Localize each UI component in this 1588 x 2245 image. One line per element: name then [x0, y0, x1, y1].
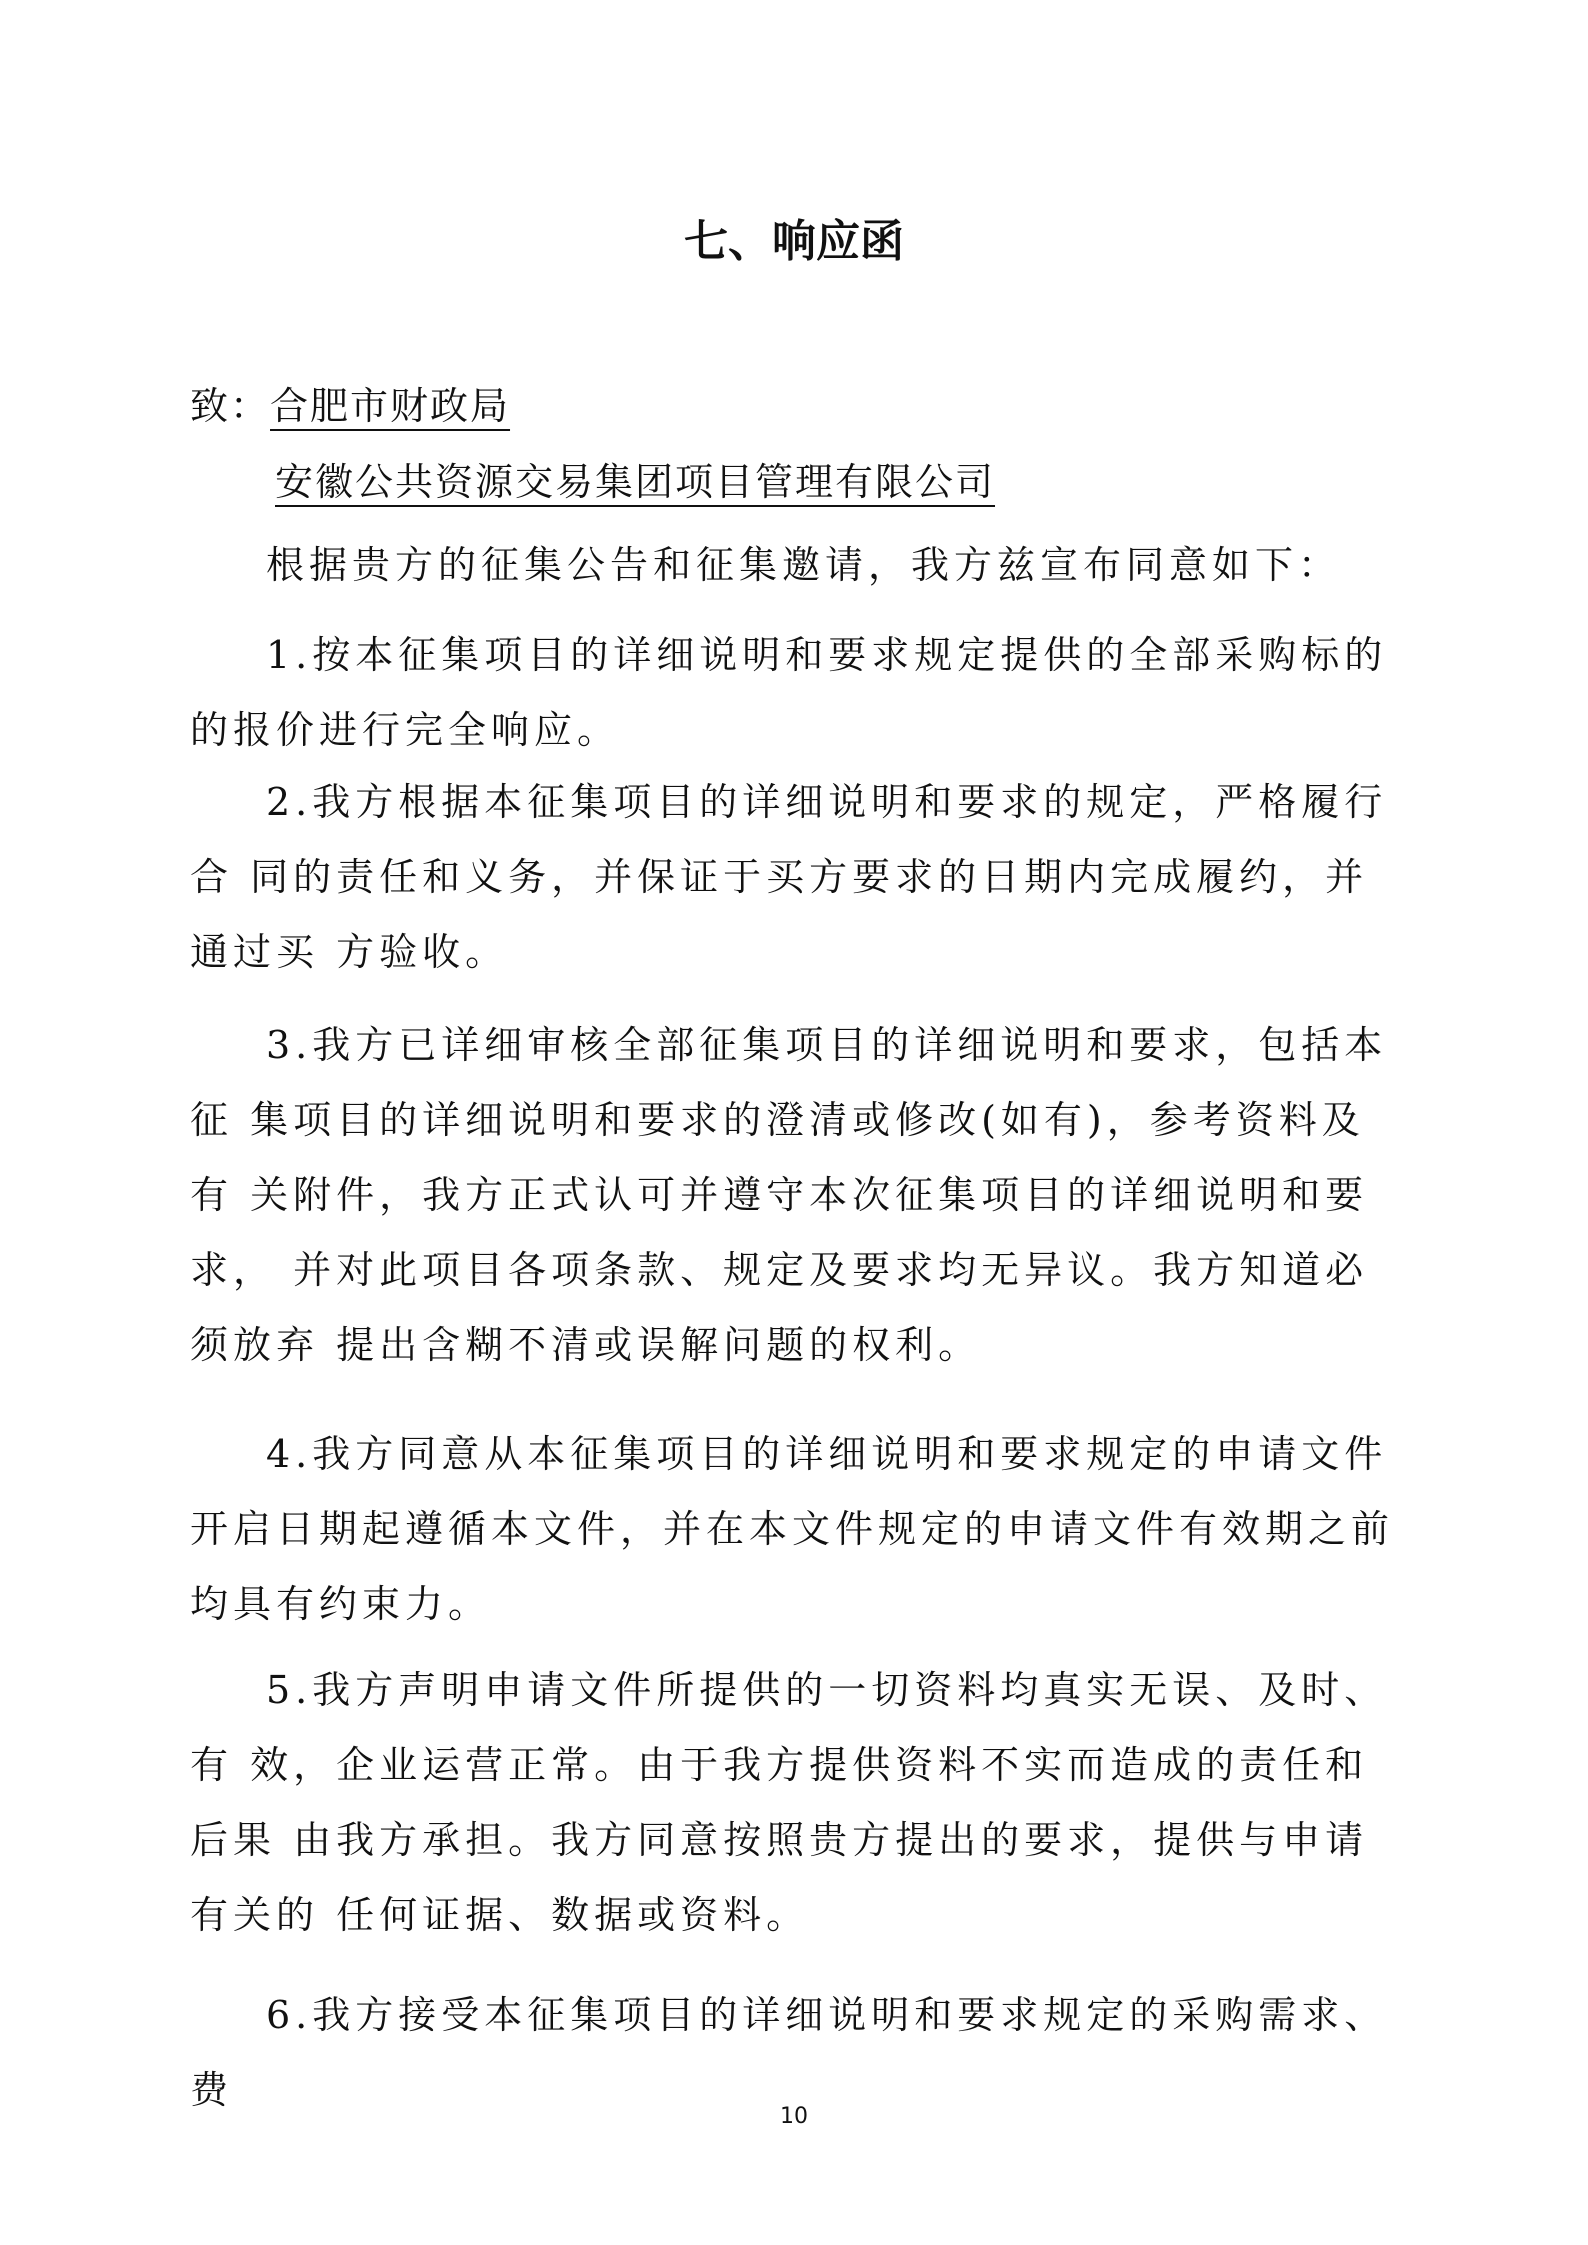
- page-title: 七、响应函: [684, 216, 904, 267]
- intro-paragraph: 根据贵方的征集公告和征集邀请，我方兹宣布同意如下：: [266, 543, 1342, 587]
- clause-item: 5.我方声明申请文件所提供的一切资料均真实无误、及时、有 效，企业运营正常。由于我方提供资料不实而造成的责任和后果 由我方承担。我方同意按照贵方提出的要求，提供与申请有关的 任何证据、数据或资料。: [190, 1668, 1388, 1937]
- addressee-line-agency: [275, 456, 995, 508]
- page-number: 10: [780, 2104, 808, 2129]
- addressee-prefix: 致：: [190, 384, 271, 428]
- addressee-recipient-finance-bureau: 合肥市财政局: [270, 384, 511, 428]
- clause-item: 6.我方接受本征集项目的详细说明和要求规定的采购需求、费: [190, 1993, 1388, 2112]
- addressee-recipient-agency: 安徽公共资源交易集团项目管理有限公司: [275, 460, 996, 504]
- clause-item: 1.按本征集项目的详细说明和要求规定提供的全部采购标的 的报价进行完全响应。: [190, 633, 1388, 752]
- clause-item: 2.我方根据本征集项目的详细说明和要求的规定，严格履行合 同的责任和义务，并保证于买方要求的日期内完成履约，并通过买 方验收。: [190, 780, 1388, 974]
- clause-item: 3.我方已详细审核全部征集项目的详细说明和要求，包括本征 集项目的详细说明和要求的澄清或修改(如有)，参考资料及有 关附件，我方正式认可并遵守本次征集项目的详细说明和要求， 并对此项目各项条款、规定及要求均无异议。我方知道必须放弃 提出含糊不清或误解问题的权利。: [190, 1023, 1388, 1367]
- addressee-line: [190, 380, 510, 432]
- clause-item: 4.我方同意从本征集项目的详细说明和要求规定的申请文件 开启日期起遵循本文件，并在本文件规定的申请文件有效期之前 均具有约束力。: [190, 1432, 1395, 1626]
